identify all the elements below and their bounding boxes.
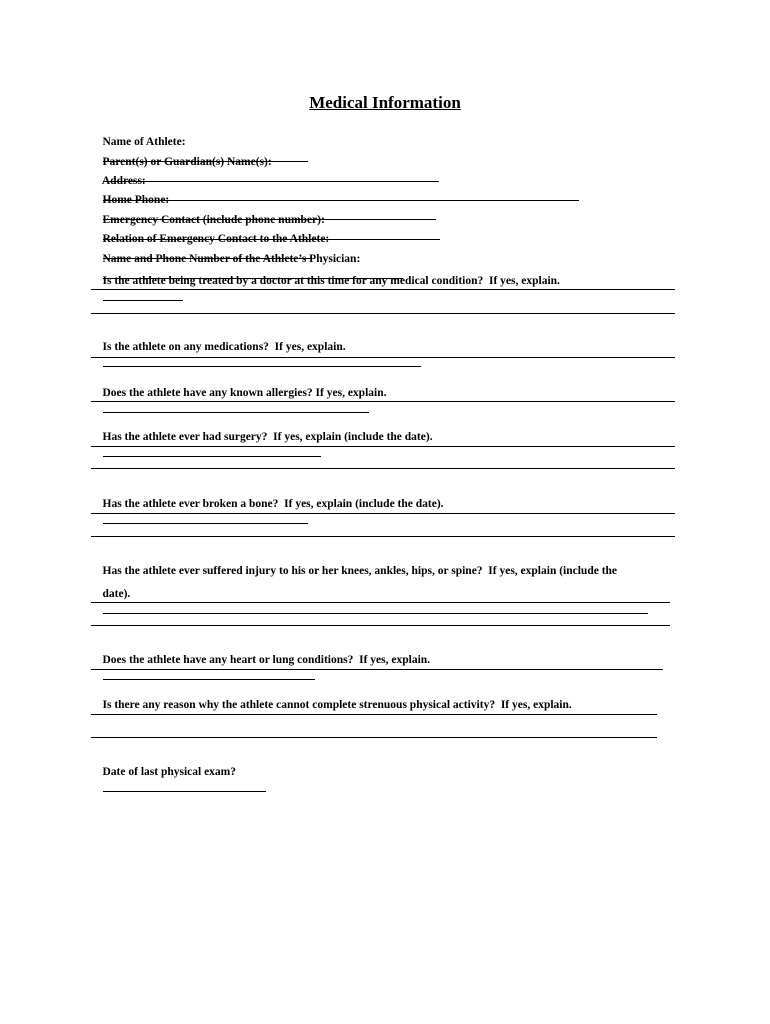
last-exam-field[interactable] xyxy=(103,780,266,792)
injury-question: Has the athlete ever suffered injury to his or her knees, ankles, hips, or spine? If yes, explain (include the xyxy=(102,565,618,577)
relation-label: Relation of Emergency Contact to the Athlete: xyxy=(102,233,330,245)
heart-answer-line[interactable] xyxy=(91,669,663,670)
injury-answer-line[interactable] xyxy=(91,602,670,603)
surgery-answer-line[interactable] xyxy=(91,468,675,469)
emergency-contact-label: Emergency Contact (include phone number): xyxy=(102,214,325,226)
allergies-answer-line[interactable] xyxy=(91,401,675,402)
surgery-question: Has the athlete ever had surgery? If yes, explain (include the date). xyxy=(102,431,433,443)
home-phone-label: Home Phone: xyxy=(102,194,170,206)
treated-answer-line[interactable] xyxy=(91,289,675,290)
bone-question: Has the athlete ever broken a bone? If yes, explain (include the date). xyxy=(102,498,444,510)
treated-answer-field[interactable] xyxy=(103,289,183,301)
strenuous-question: Is there any reason why the athlete cannot complete strenuous physical activity? If yes, explain. xyxy=(102,699,572,711)
bone-answer-line[interactable] xyxy=(91,536,675,537)
last-exam-row xyxy=(91,748,266,813)
physician-label: Name and Phone Number of the Athlete’s Physician: xyxy=(102,253,361,265)
medications-answer-line[interactable] xyxy=(91,357,675,358)
strenuous-answer-line[interactable] xyxy=(91,714,657,715)
athlete-name-label: Name of Athlete: xyxy=(102,136,186,148)
medications-question: Is the athlete on any medications? If yes, explain. xyxy=(102,341,346,353)
parents-label: Parent(s) or Guardian(s) Name(s): xyxy=(102,156,272,168)
treated-question: Is the athlete being treated by a doctor at this time for any medical condition? If yes, explain. xyxy=(102,275,560,287)
allergies-question: Does the athlete have any known allergies? If yes, explain. xyxy=(102,387,387,399)
treated-answer-line[interactable] xyxy=(91,313,675,314)
strenuous-question-row xyxy=(91,681,572,729)
surgery-answer-line[interactable] xyxy=(91,446,675,447)
injury-answer-line[interactable] xyxy=(91,625,670,626)
injury-answer-field[interactable] xyxy=(103,602,648,614)
bone-answer-line[interactable] xyxy=(91,513,675,514)
strenuous-answer-line[interactable] xyxy=(91,737,657,738)
form-title: Medical Information xyxy=(309,93,461,112)
allergies-answer-field[interactable] xyxy=(103,401,369,413)
address-label: Address: xyxy=(101,175,146,187)
injury-question-continued: date). xyxy=(102,588,131,600)
last-exam-label: Date of last physical exam? xyxy=(102,766,237,778)
heart-question: Does the athlete have any heart or lung conditions? If yes, explain. xyxy=(102,654,431,666)
